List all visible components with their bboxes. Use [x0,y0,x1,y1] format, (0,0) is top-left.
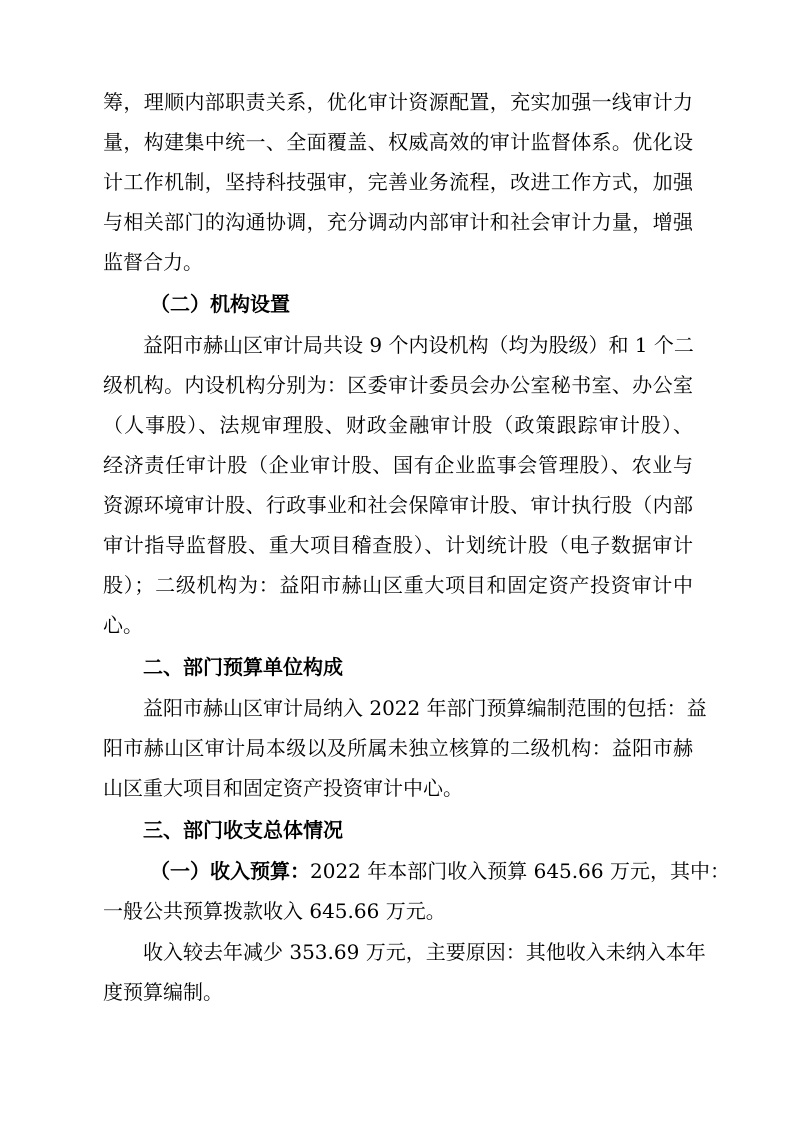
paragraph-line: 与相关部门的沟通协调，充分调动内部审计和社会审计力量，增强 [103,210,693,234]
paragraph-line: （人事股）、法规审理股、财政金融审计股（政策跟踪审计股）、 [103,413,693,437]
paragraph-line: 量，构建集中统一、全面覆盖、权威高效的审计监督体系。优化设 [103,130,693,154]
paragraph-line: 股）；二级机构为：益阳市赫山区重大项目和固定资产投资审计中 [103,573,693,597]
section-heading-overall: 三、部门收支总体情况 [143,818,343,842]
paragraph-line: 级机构。内设机构分别为：区委审计委员会办公室秘书室、办公室 [103,373,693,397]
income-budget-line [150,851,730,891]
paragraph-line: 益阳市赫山区审计局纳入 2022 年部门预算编制范围的包括：益 [143,696,707,720]
section-heading-units: 二、部门预算单位构成 [143,655,343,679]
paragraph-line: 度预算编制。 [103,980,223,1004]
paragraph-line: 阳市赫山区审计局本级以及所属未独立核算的二级机构：益阳市赫 [103,736,693,760]
income-budget-label: （一）收入预算： [150,859,310,883]
paragraph-line: 益阳市赫山区审计局共设 9 个内设机构（均为股级）和 1 个二 [143,333,694,357]
paragraph-line: 资源环境审计股、行政事业和社会保障审计股、审计执行股（内部 [103,493,693,517]
paragraph-line: 筹，理顺内部职责关系，优化审计资源配置，充实加强一线审计力 [103,90,693,114]
section-heading-org: （二）机构设置 [150,292,290,316]
paragraph-line: 监督合力。 [103,250,203,274]
paragraph-line: 心。 [103,613,143,637]
paragraph-line: 山区重大项目和固定资产投资审计中心。 [103,776,463,800]
paragraph-line: 收入较去年减少 353.69 万元，主要原因：其他收入未纳入本年 [143,940,706,964]
paragraph-line: 一般公共预算拨款收入 645.66 万元。 [103,899,446,923]
paragraph-line: 计工作机制，坚持科技强审，完善业务流程，改进工作方式，加强 [103,170,693,194]
income-budget-text: 2022 年本部门收入预算 645.66 万元，其中： [310,859,730,883]
paragraph-line: 经济责任审计股（企业审计股、国有企业监事会管理股）、农业与 [103,453,693,477]
paragraph-line: 审计指导监督股、重大项目稽查股）、计划统计股（电子数据审计 [103,533,693,557]
